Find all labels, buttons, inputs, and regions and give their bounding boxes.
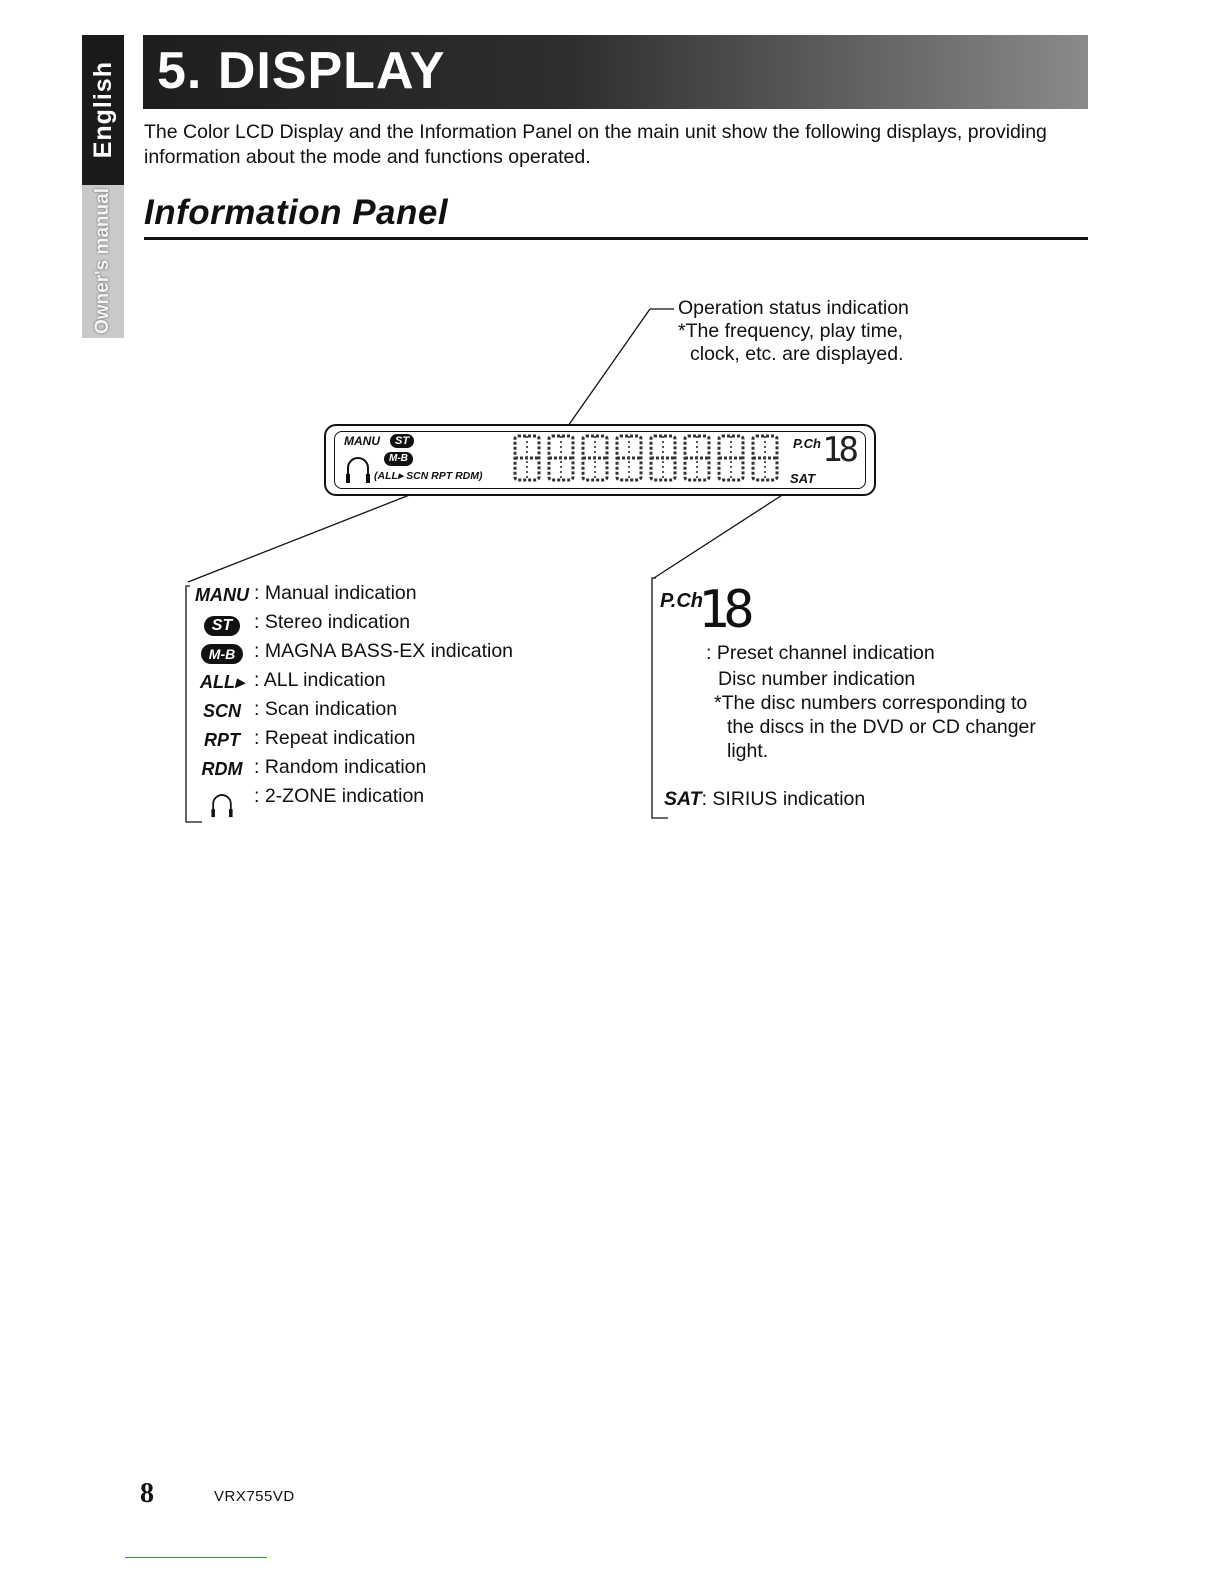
- legend-row-all: [186, 669, 606, 698]
- segment-digit-7: [716, 433, 746, 483]
- lcd-pch-label: P.Ch: [793, 436, 821, 451]
- footer-rule: [125, 1557, 267, 1558]
- pch-desc-2: Disc number indication: [718, 668, 916, 690]
- legend-desc: : MAGNA BASS-EX indication: [254, 640, 514, 662]
- pch-note-3: light.: [727, 740, 769, 762]
- manual-tab-label: Owner's manual: [92, 188, 113, 335]
- pch-number: 18: [698, 580, 749, 640]
- lcd-segment-digits: [512, 430, 792, 486]
- legend-row-st: [186, 611, 606, 640]
- pch-note-2: the discs in the DVD or CD changer: [727, 716, 1036, 738]
- lcd-st-badge: ST: [390, 434, 414, 448]
- callout-line-1: Operation status indication: [678, 297, 909, 319]
- legend-row-mb: [186, 640, 606, 669]
- rdm-symbol: RDM: [201, 759, 243, 779]
- scn-symbol: SCN: [202, 701, 241, 721]
- all-symbol: ALL▸: [199, 672, 245, 692]
- left-leader: [188, 494, 412, 582]
- right-leader: [654, 490, 790, 578]
- mb-badge: M-B: [201, 644, 243, 664]
- legend-desc: : ALL indication: [254, 669, 386, 691]
- callout-line-2: *The frequency, play time,: [678, 320, 904, 342]
- legend-row-rdm: [186, 756, 606, 785]
- segment-digit-6: [682, 433, 712, 483]
- lcd-manu: MANU: [344, 434, 380, 448]
- segment-digit-5: [648, 433, 678, 483]
- segment-digit-4: [614, 433, 644, 483]
- legend-desc: : Scan indication: [254, 698, 398, 720]
- pch-label: P.Ch: [660, 590, 703, 612]
- segment-digit-1: [512, 433, 542, 483]
- segment-digit-8: [750, 433, 780, 483]
- callout-line-3: clock, etc. are displayed.: [690, 343, 904, 365]
- lcd-indicator-area: [340, 432, 510, 486]
- right-bracket: [652, 578, 668, 818]
- pch-note-1: *The disc numbers corresponding to: [714, 692, 1028, 714]
- legend-desc: : Repeat indication: [254, 727, 416, 749]
- lcd-mb-badge: M-B: [384, 452, 413, 466]
- model-name: VRX755VD: [214, 1488, 295, 1505]
- lcd-channel-number: 18: [822, 430, 855, 470]
- legend-row-rpt: [186, 727, 606, 756]
- section-title: Information Panel: [144, 193, 449, 232]
- page-number: 8: [140, 1478, 154, 1509]
- headphone-icon: [209, 788, 235, 818]
- legend-row-manu: [186, 582, 606, 611]
- sat-desc: : SIRIUS indication: [701, 788, 866, 810]
- intro-paragraph: The Color LCD Display and the Information Panel on the main unit show the following displays, providing information about the mode and functions operated.: [144, 121, 1047, 168]
- sat-row: [664, 788, 865, 811]
- pch-desc-1: : Preset channel indication: [706, 642, 935, 664]
- sat-label: SAT: [664, 788, 702, 810]
- manu-symbol: MANU: [195, 585, 249, 605]
- legend-desc: : Manual indication: [254, 582, 417, 604]
- rpt-symbol: RPT: [204, 730, 240, 750]
- segment-digit-3: [580, 433, 610, 483]
- chapter-title: 5. DISPLAY: [157, 42, 446, 100]
- lcd-headphone-icon: [344, 450, 372, 484]
- lcd-modes: (ALL▸ SCN RPT RDM): [374, 470, 483, 482]
- legend-desc: : 2-ZONE indication: [254, 785, 425, 807]
- callout-leader-diag: [568, 309, 650, 426]
- st-badge: ST: [204, 616, 240, 636]
- legend-row-scn: [186, 698, 606, 727]
- language-tab-label: English: [88, 61, 117, 159]
- legend-desc: : Random indication: [254, 756, 427, 778]
- legend-desc: : Stereo indication: [254, 611, 411, 633]
- legend-row-2zone: [186, 785, 606, 814]
- segment-digit-2: [546, 433, 576, 483]
- lcd-sat-label: SAT: [790, 471, 816, 486]
